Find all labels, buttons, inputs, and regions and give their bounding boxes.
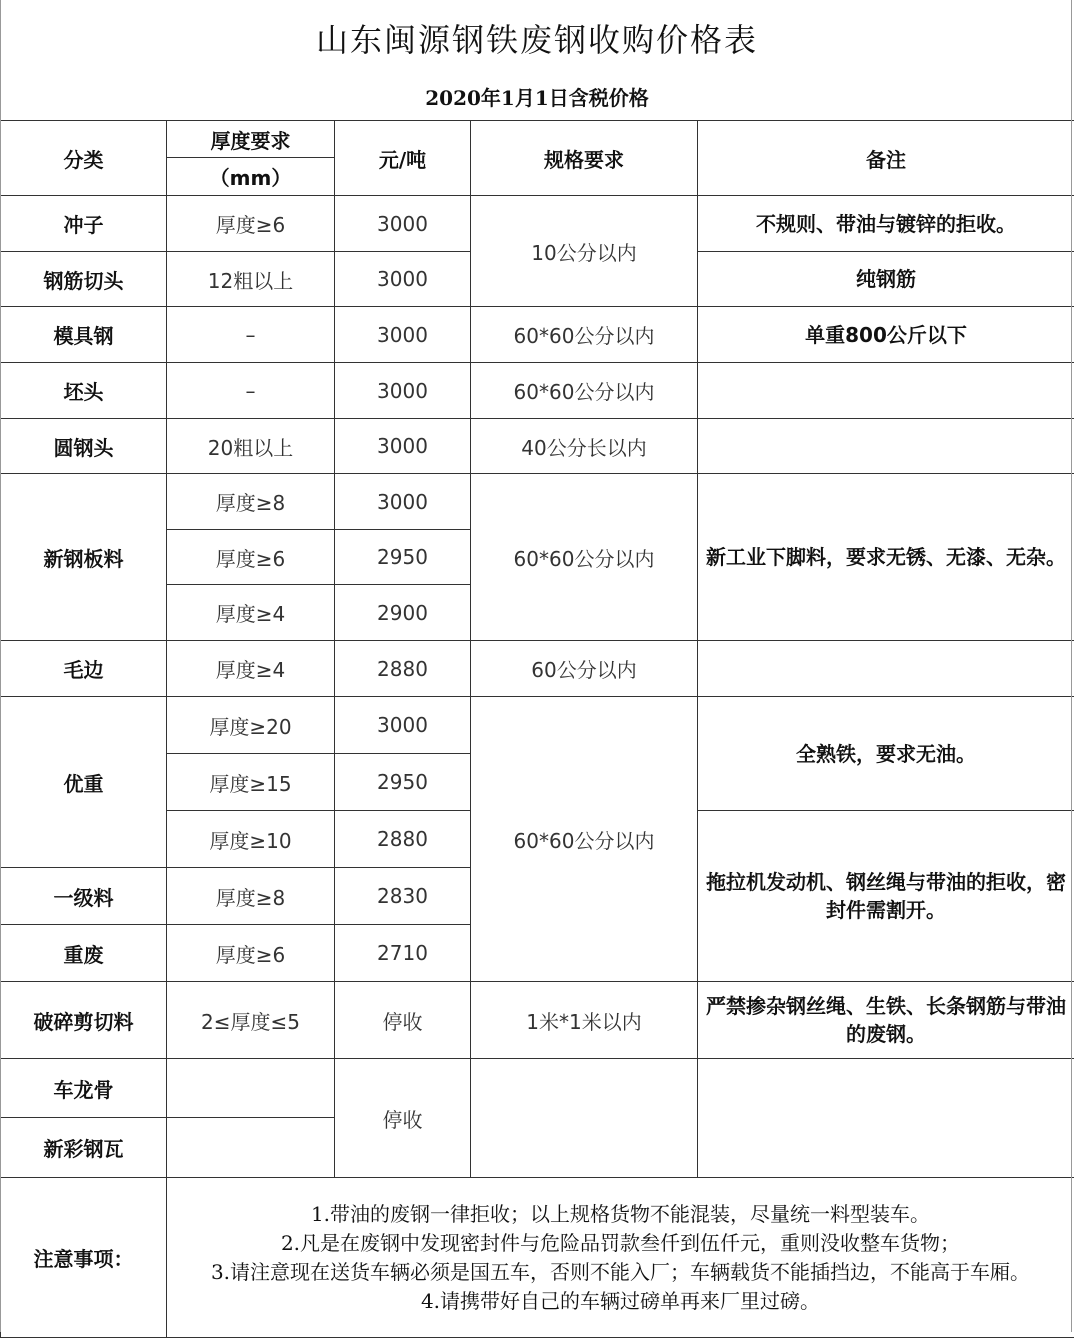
price-cell: 3000 <box>335 252 471 307</box>
table-header-row <box>1 121 1074 158</box>
thickness-cell: 厚度≥6 <box>167 530 335 585</box>
header-price: 元/吨 <box>335 121 471 196</box>
price-cell: 3000 <box>335 196 471 252</box>
category-cell: 圆钢头 <box>1 419 167 474</box>
notice-line: 2.凡是在废钢中发现密封件与危险品罚款叁仟到伍仟元，重则没收整车货物； <box>173 1229 1068 1258</box>
remark-cell <box>698 641 1074 697</box>
price-cell: 2710 <box>335 925 471 982</box>
spec-cell: 1米*1米以内 <box>471 982 698 1059</box>
category-cell: 优重 <box>1 697 167 868</box>
page-subtitle: 2020年1月1日含税价格 <box>0 75 1074 118</box>
header-remark: 备注 <box>698 121 1074 196</box>
notice-body <box>167 1178 1074 1338</box>
category-cell: 坯头 <box>1 363 167 419</box>
remark-cell: 不规则、带油与镀锌的拒收。 <box>698 196 1074 252</box>
table-row <box>1 697 1074 754</box>
thickness-cell: 厚度≥8 <box>167 868 335 925</box>
remark-cell: 严禁掺杂钢丝绳、生铁、长条钢筋与带油的废钢。 <box>698 982 1074 1059</box>
category-cell: 车龙骨 <box>1 1059 167 1118</box>
spec-cell: 60*60公分以内 <box>471 697 698 982</box>
notice-label: 注意事项： <box>1 1178 167 1338</box>
thickness-cell: 厚度≥15 <box>167 754 335 811</box>
page-title: 山东闽源钢铁废钢收购价格表 <box>0 0 1074 75</box>
category-cell: 模具钢 <box>1 307 167 363</box>
remark-cell: 单重800公斤以下 <box>698 307 1074 363</box>
remark-cell: 纯钢筋 <box>698 252 1074 307</box>
category-cell: 钢筋切头 <box>1 252 167 307</box>
spec-cell <box>471 1059 698 1178</box>
notice-line: 1.带油的废钢一律拒收；以上规格货物不能混装，尽量统一料型装车。 <box>173 1200 1068 1229</box>
thickness-cell: – <box>167 307 335 363</box>
price-cell: 3000 <box>335 697 471 754</box>
table-row <box>1 363 1074 419</box>
thickness-cell <box>167 1059 335 1118</box>
table-row <box>1 307 1074 363</box>
price-cell: 3000 <box>335 363 471 419</box>
price-cell: 2950 <box>335 754 471 811</box>
category-cell: 冲子 <box>1 196 167 252</box>
thickness-cell <box>167 1118 335 1178</box>
thickness-cell: 厚度≥6 <box>167 196 335 252</box>
spec-cell: 60*60公分以内 <box>471 307 698 363</box>
remark-cell <box>698 419 1074 474</box>
header-thickness: 厚度要求 <box>167 121 335 158</box>
remark-cell <box>698 363 1074 419</box>
price-cell: 2880 <box>335 641 471 697</box>
price-cell: 2950 <box>335 530 471 585</box>
category-cell: 一级料 <box>1 868 167 925</box>
price-cell: 停收 <box>335 982 471 1059</box>
remark-cell <box>698 1059 1074 1178</box>
table-row <box>1 474 1074 530</box>
table-row <box>1 196 1074 252</box>
price-table <box>0 120 1074 1338</box>
price-cell: 3000 <box>335 419 471 474</box>
notice-row <box>1 1178 1074 1338</box>
price-cell: 2900 <box>335 585 471 641</box>
table-row <box>1 1059 1074 1118</box>
spec-cell: 60*60公分以内 <box>471 474 698 641</box>
price-cell: 3000 <box>335 307 471 363</box>
spec-cell: 60*60公分以内 <box>471 363 698 419</box>
header-category: 分类 <box>1 121 167 196</box>
price-cell: 2830 <box>335 868 471 925</box>
thickness-cell: 厚度≥20 <box>167 697 335 754</box>
remark-cell: 拖拉机发动机、钢丝绳与带油的拒收，密封件需割开。 <box>698 811 1074 982</box>
category-cell: 破碎剪切料 <box>1 982 167 1059</box>
thickness-cell: 厚度≥8 <box>167 474 335 530</box>
price-cell: 停收 <box>335 1059 471 1178</box>
spec-cell: 40公分长以内 <box>471 419 698 474</box>
remark-cell: 新工业下脚料，要求无锈、无漆、无杂。 <box>698 474 1074 641</box>
thickness-cell: – <box>167 363 335 419</box>
thickness-cell: 厚度≥4 <box>167 641 335 697</box>
spec-cell: 60公分以内 <box>471 641 698 697</box>
table-row <box>1 982 1074 1059</box>
remark-cell: 全熟铁，要求无油。 <box>698 697 1074 811</box>
price-cell: 2880 <box>335 811 471 868</box>
table-row <box>1 419 1074 474</box>
thickness-cell: 厚度≥10 <box>167 811 335 868</box>
category-cell: 新彩钢瓦 <box>1 1118 167 1178</box>
notice-line: 4.请携带好自己的车辆过磅单再来厂里过磅。 <box>173 1287 1068 1316</box>
header-spec: 规格要求 <box>471 121 698 196</box>
category-cell: 重废 <box>1 925 167 982</box>
thickness-cell: 2≤厚度≤5 <box>167 982 335 1059</box>
spec-cell: 10公分以内 <box>471 196 698 307</box>
thickness-cell: 厚度≥6 <box>167 925 335 982</box>
notice-line: 3.请注意现在送货车辆必须是国五车，否则不能入厂；车辆载货不能插挡边，不能高于车厢。 <box>173 1258 1068 1287</box>
category-cell: 新钢板料 <box>1 474 167 641</box>
table-row <box>1 641 1074 697</box>
header-thickness-unit: （mm） <box>167 158 335 196</box>
thickness-cell: 20粗以上 <box>167 419 335 474</box>
thickness-cell: 12粗以上 <box>167 252 335 307</box>
category-cell: 毛边 <box>1 641 167 697</box>
thickness-cell: 厚度≥4 <box>167 585 335 641</box>
price-cell: 3000 <box>335 474 471 530</box>
